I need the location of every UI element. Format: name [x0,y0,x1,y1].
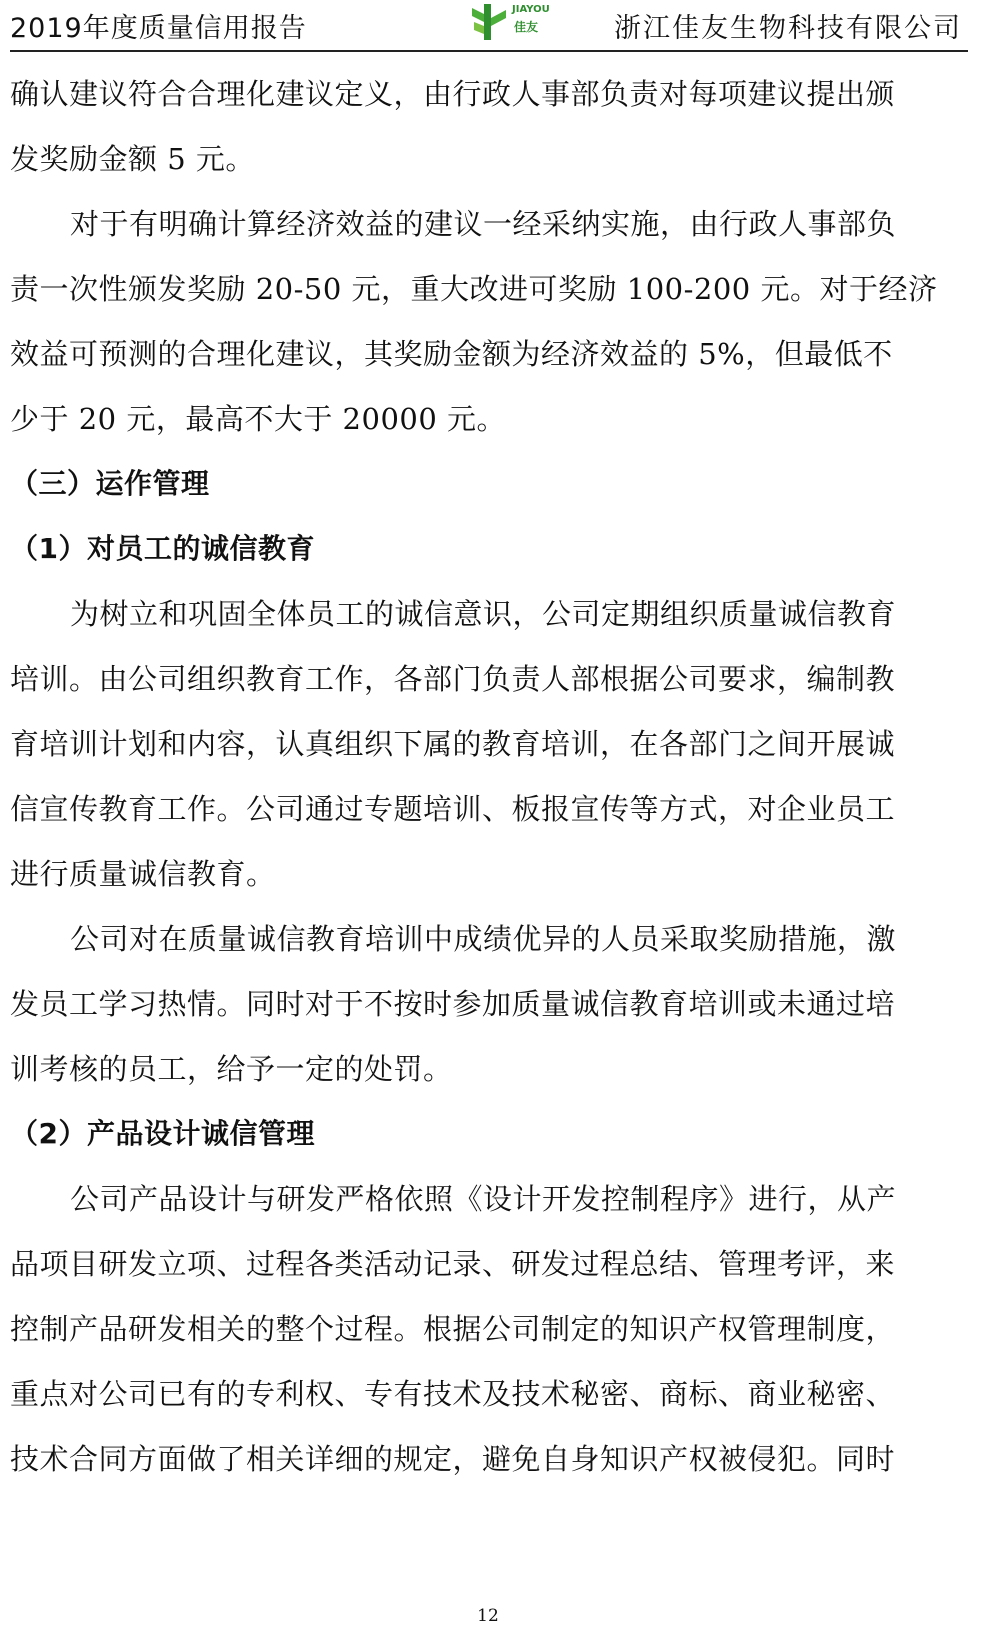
paragraph-line: 对于有明确计算经济效益的建议一经采纳实施，由行政人事部负 [70,207,897,241]
paragraph-line: 效益可预测的合理化建议，其奖励金额为经济效益的 5%，但最低不 [10,337,893,371]
paragraph-line: 少于 20 元，最高不大于 20000 元。 [10,402,507,436]
paragraph-line: 技术合同方面做了相关详细的规定，避免自身知识产权被侵犯。同时 [10,1442,896,1476]
report-title: 2019年度质量信用报告 [10,13,307,44]
logo-english-text: JIAYOU [512,4,550,15]
paragraph-line: 确认建议符合合理化建议定义，由行政人事部负责对每项建议提出颁 [10,77,896,111]
paragraph-line: 发奖励金额 5 元。 [10,142,255,176]
paragraph-line: 公司对在质量诚信教育培训中成绩优异的人员采取奖励措施，激 [70,922,897,956]
paragraph-line: 控制产品研发相关的整个过程。根据公司制定的知识产权管理制度， [10,1312,896,1346]
paragraph-line: 为树立和巩固全体员工的诚信意识，公司定期组织质量诚信教育 [70,597,897,631]
paragraph-line: 品项目研发立项、过程各类活动记录、研发过程总结、管理考评，来 [10,1247,896,1281]
page-header [10,0,968,52]
paragraph-line: 进行质量诚信教育。 [10,857,276,891]
section-heading: （三）运作管理 [10,467,210,500]
page-number: 12 [477,1606,499,1626]
leaf-logo-icon [472,4,506,40]
paragraph-line: 育培训计划和内容，认真组织下属的教育培训，在各部门之间开展诚 [10,727,896,761]
paragraph-line: 培训。由公司组织教育工作，各部门负责人部根据公司要求，编制教 [10,662,896,696]
paragraph-line: 重点对公司已有的专利权、专有技术及技术秘密、商标、商业秘密、 [10,1377,896,1411]
paragraph-line: 训考核的员工，给予一定的处罚。 [10,1052,453,1086]
paragraph-line: 责一次性颁发奖励 20-50 元，重大改进可奖励 100-200 元。对于经济 [10,272,938,306]
company-logo [472,2,562,42]
subsection-heading: （1）对员工的诚信教育 [10,532,315,565]
paragraph-line: 发员工学习热情。同时对于不按时参加质量诚信教育培训或未通过培 [10,987,896,1021]
logo-chinese-text: 佳友 [514,20,539,34]
paragraph-line: 信宣传教育工作。公司通过专题培训、板报宣传等方式，对企业员工 [10,792,896,826]
subsection-heading: （2）产品设计诚信管理 [10,1117,315,1150]
company-name: 浙江佳友生物科技有限公司 [614,13,962,44]
paragraph-line: 公司产品设计与研发严格依照《设计开发控制程序》进行，从产 [70,1182,897,1216]
